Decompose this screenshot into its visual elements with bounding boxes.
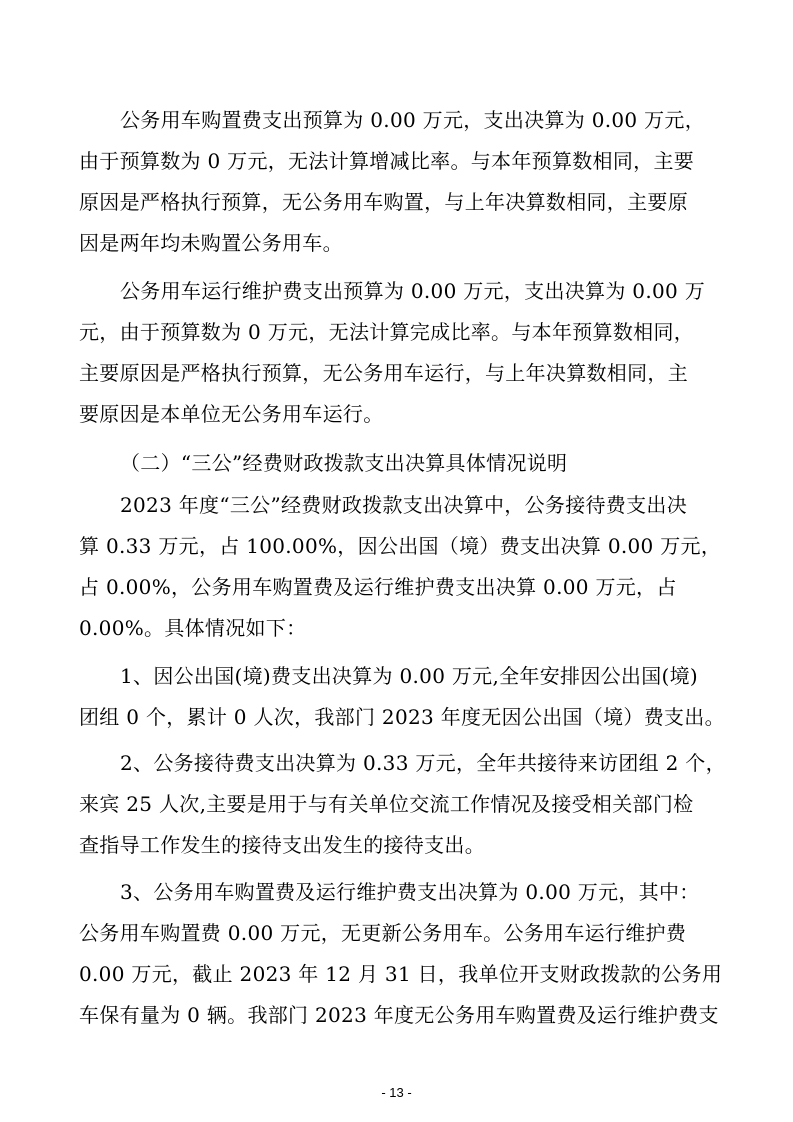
list-item-line: 车保有量为 0 辆。我部门 2023 年度无公务用车购置费及运行维护费支 xyxy=(79,1003,719,1027)
paragraph-line: 原因是严格执行预算，无公务用车购置，与上年决算数相同，主要原 xyxy=(79,190,688,214)
paragraph-line: 算 0.33 万元，占 100.00%，因公出国（境）费支出决算 0.00 万元， xyxy=(79,534,722,558)
list-item-line: 2、公务接待费支出决算为 0.33 万元，全年共接待来访团组 2 个， xyxy=(120,751,726,775)
list-item-line: 1、因公出国(境)费支出决算为 0.00 万元,全年安排因公出国(境) xyxy=(120,664,699,688)
paragraph-line: 0.00%。具体情况如下： xyxy=(79,616,307,640)
paragraph-line: 2023 年度“三公”经费财政拨款支出决算中，公务接待费支出决 xyxy=(120,493,688,517)
page-number: - 13 - xyxy=(381,1085,412,1100)
paragraph-line: 公务用车运行维护费支出预算为 0.00 万元，支出决算为 0.00 万 xyxy=(120,279,705,303)
paragraph-line: 由于预算数为 0 万元，无法计算增减比率。与本年预算数相同，主要 xyxy=(79,149,695,173)
list-item-line: 来宾 25 人次,主要是用于与有关单位交流工作情况及接受相关部门检 xyxy=(79,792,694,816)
list-item-line: 团组 0 个，累计 0 人次，我部门 2023 年度无因公出国（境）费支出。 xyxy=(79,705,725,729)
list-item-line: 3、公务用车购置费及运行维护费支出决算为 0.00 万元，其中： xyxy=(120,880,700,904)
paragraph-line: 要原因是本单位无公务用车运行。 xyxy=(79,402,384,426)
paragraph-line: 公务用车购置费支出预算为 0.00 万元，支出决算为 0.00 万元， xyxy=(120,108,705,132)
section-heading: （二）“三公”经费财政拨款支出决算具体情况说明 xyxy=(120,451,568,475)
paragraph-line: 元，由于预算数为 0 万元，无法计算完成比率。与本年预算数相同， xyxy=(79,320,695,344)
paragraph-line: 因是两年均未购置公务用车。 xyxy=(79,231,343,255)
paragraph-line: 占 0.00%，公务用车购置费及运行维护费支出决算 0.00 万元，占 xyxy=(79,575,677,599)
list-item-line: 查指导工作发生的接待支出发生的接待支出。 xyxy=(79,833,485,857)
list-item-line: 0.00 万元，截止 2023 年 12 月 31 日，我单位开支财政拨款的公务用 xyxy=(79,962,723,986)
paragraph-line: 主要原因是严格执行预算，无公务用车运行，与上年决算数相同，主 xyxy=(79,361,688,385)
list-item-line: 公务用车购置费 0.00 万元，无更新公务用车。公务用车运行维护费 xyxy=(79,921,687,945)
